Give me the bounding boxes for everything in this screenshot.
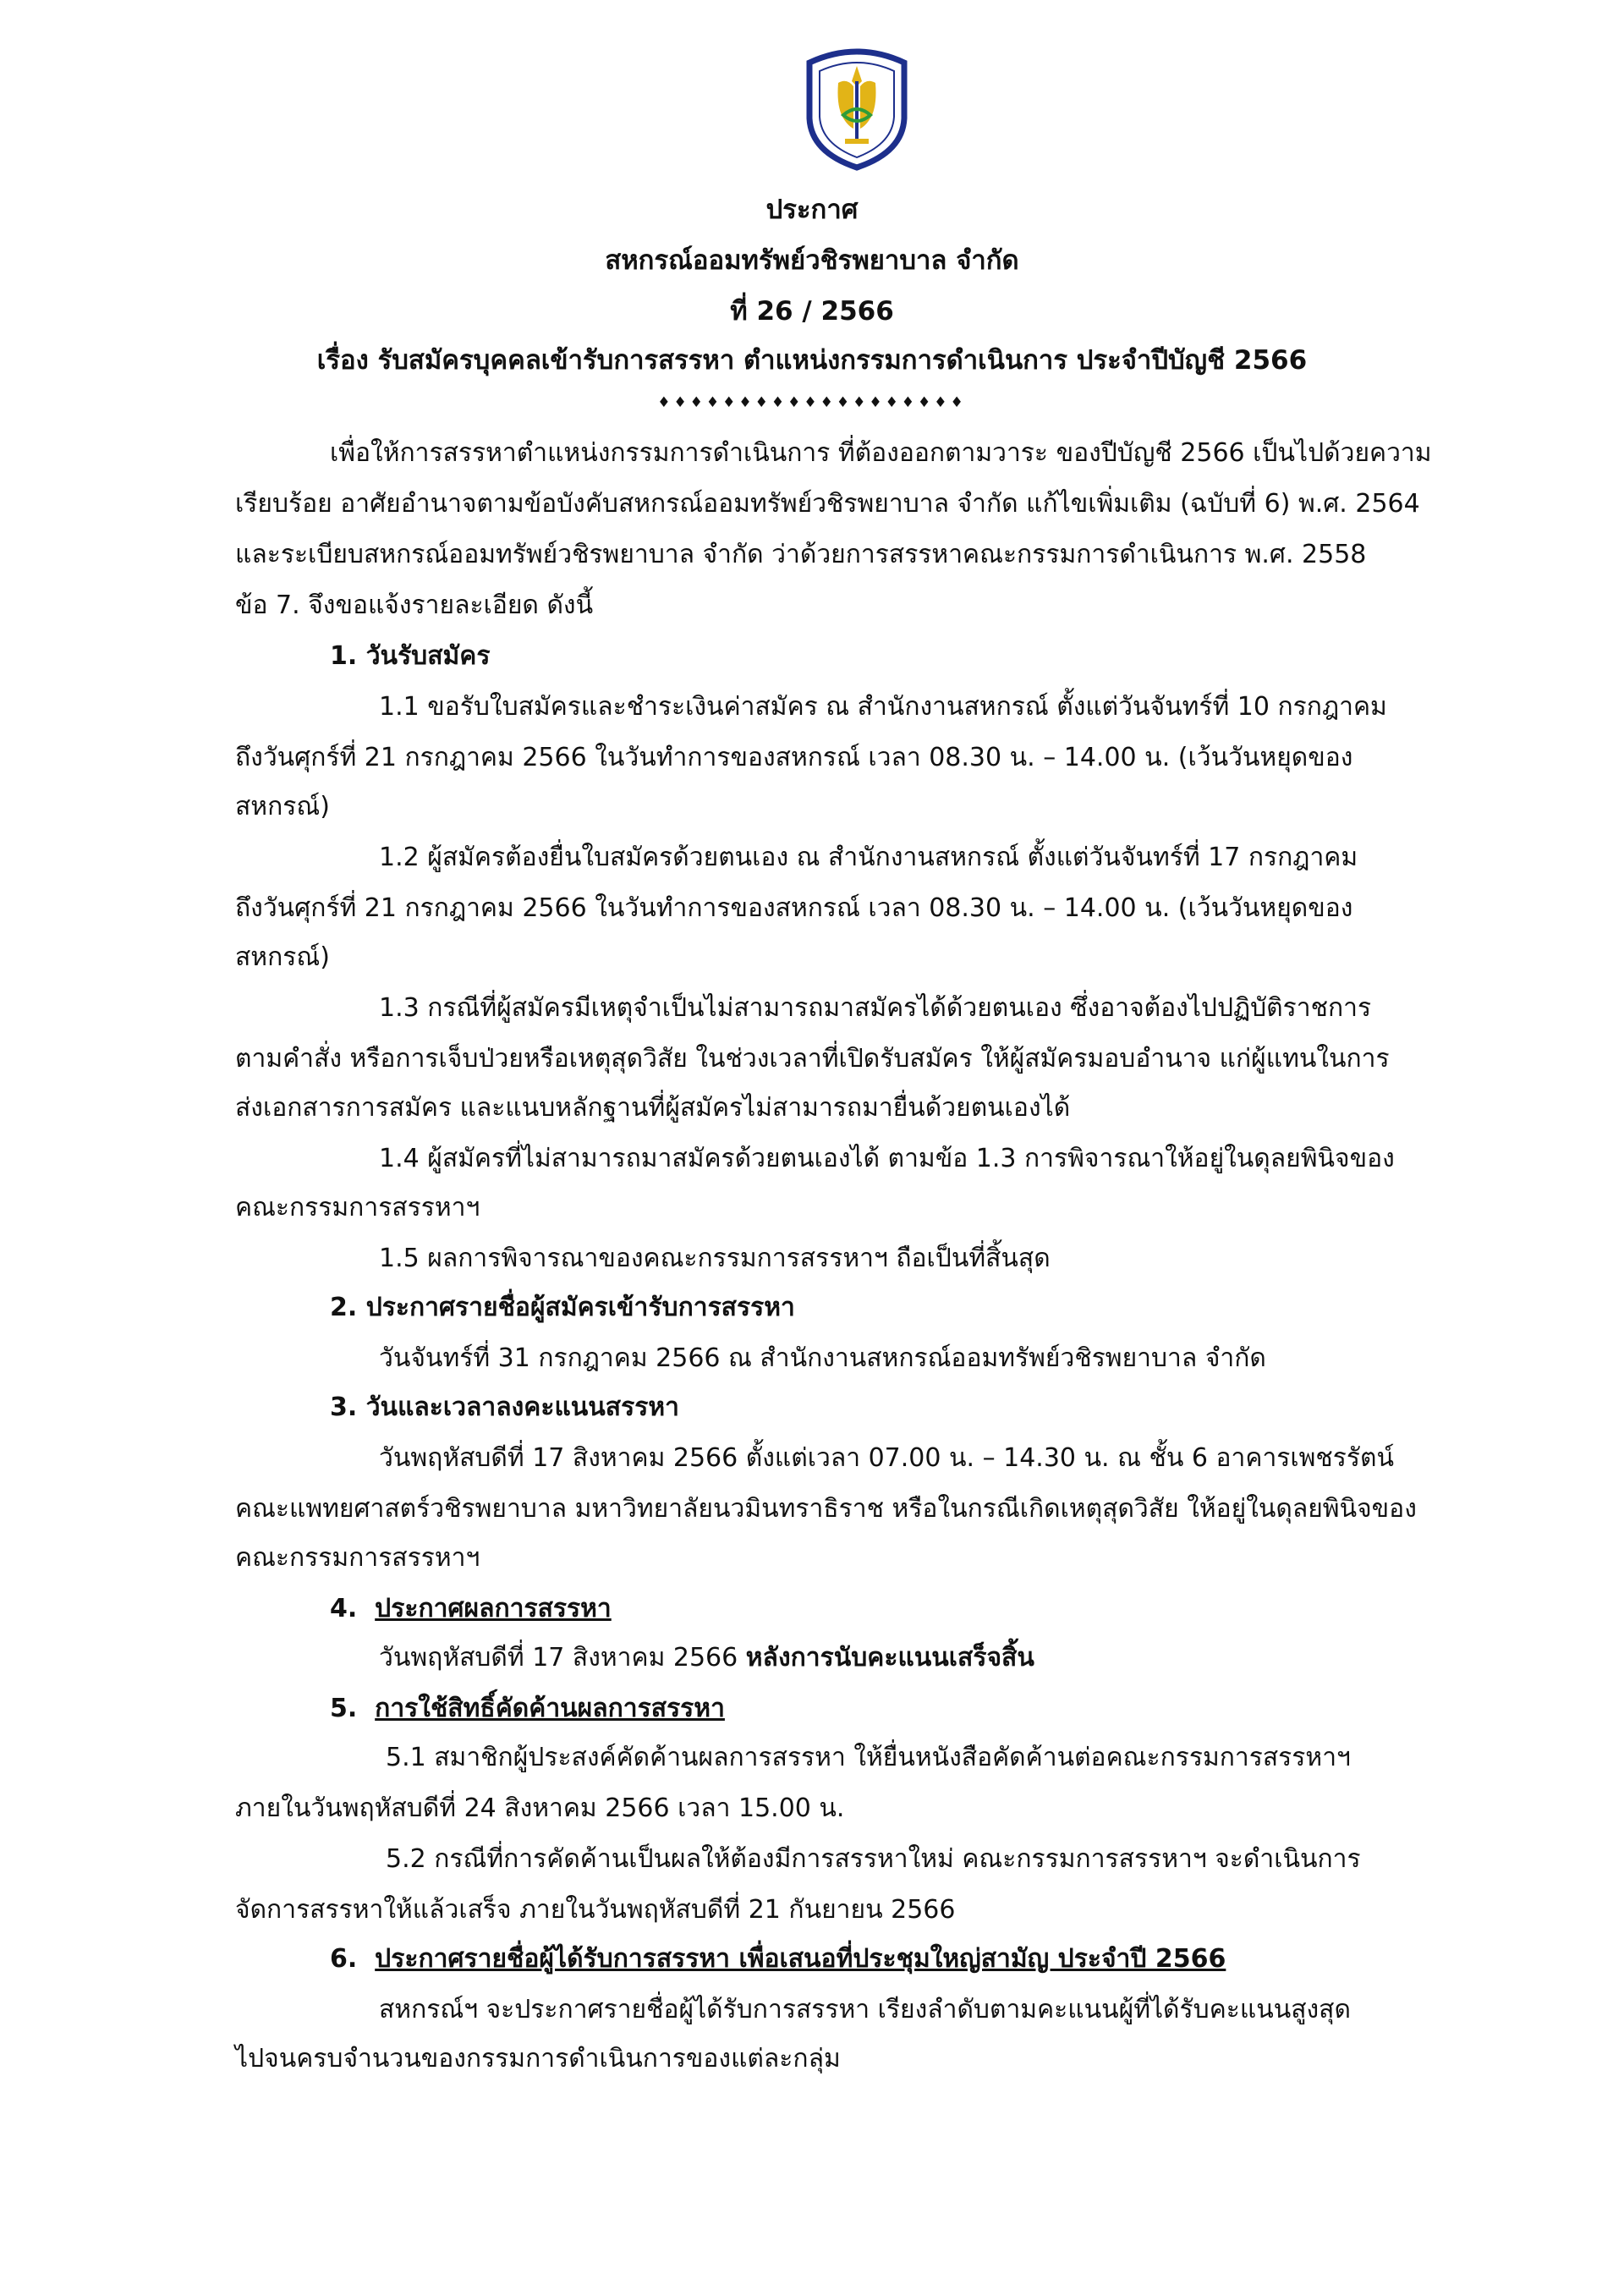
item-1-2: สหกรณ์) bbox=[235, 942, 330, 972]
section-2-text: วันจันทร์ที่ 31 กรกฎาคม 2566 ณ สำนักงานสหกรณ์ออมทรัพย์วชิรพยาบาล จำกัด bbox=[379, 1343, 1266, 1373]
intro-line: และระเบียบสหกรณ์ออมทรัพย์วชิรพยาบาล จำกัด ว่าด้วยการสรรหาคณะกรรมการดำเนินการ พ.ศ. 2558 bbox=[235, 540, 1367, 569]
diamond-divider: ♦♦♦♦♦♦♦♦♦♦♦♦♦♦♦♦♦♦♦ bbox=[657, 394, 967, 411]
intro-line: ข้อ 7. จึงขอแจ้งรายละเอียด ดังนี้ bbox=[235, 590, 594, 620]
section-2-heading: 2. ประกาศรายชื่อผู้สมัครเข้ารับการสรรหา bbox=[330, 1293, 795, 1322]
item-1-5: 1.5 ผลการพิจารณาของคณะกรรมการสรรหาฯ ถือเป็นที่สิ้นสุด bbox=[379, 1244, 1051, 1273]
section-3-text: คณะแพทยศาสตร์วชิรพยาบาล มหาวิทยาลัยนวมินทราธิราช หรือในกรณีเกิดเหตุสุดวิสัย ให้อยู่ในดุลยพินิจของ bbox=[235, 1494, 1417, 1524]
section-5-title: การใช้สิทธิ์คัดค้านผลการสรรหา bbox=[375, 1694, 725, 1723]
section-4-date: วันพฤหัสบดีที่ 17 สิงหาคม 2566 bbox=[379, 1643, 746, 1673]
cooperative-logo bbox=[801, 44, 913, 171]
item-1-3: 1.3 กรณีที่ผู้สมัครมีเหตุจำเป็นไม่สามารถมาสมัครได้ด้วยตนเอง ซึ่งอาจต้องไปปฏิบัติราชการ bbox=[379, 993, 1372, 1023]
section-4-heading bbox=[330, 1589, 612, 1629]
heading-cooperative-name: สหกรณ์ออมทรัพย์วชิรพยาบาล จำกัด bbox=[605, 245, 1019, 276]
item-1-1: 1.1 ขอรับใบสมัครและชำระเงินค่าสมัคร ณ สำนักงานสหกรณ์ ตั้งแต่วันจันทร์ที่ 10 กรกฎาคม bbox=[379, 692, 1387, 722]
item-1-2: ถึงวันศุกร์ที่ 21 กรกฎาคม 2566 ในวันทำการของสหกรณ์ เวลา 08.30 น. – 14.00 น. (เว้นวันหยุดของ bbox=[235, 893, 1353, 923]
item-1-1: สหกรณ์) bbox=[235, 792, 330, 821]
section-4-note: หลังการนับคะแนนเสร็จสิ้น bbox=[745, 1643, 1034, 1673]
section-5-heading bbox=[330, 1689, 725, 1728]
section-6-title: ประกาศรายชื่อผู้ได้รับการสรรหา เพื่อเสนอที่ประชุมใหญ่สามัญ ประจำปี 2566 bbox=[375, 1944, 1226, 1974]
section-3-heading: 3. วันและเวลาลงคะแนนสรรหา bbox=[330, 1392, 679, 1422]
section-3-text: คณะกรรมการสรรหาฯ bbox=[235, 1543, 480, 1573]
item-5-1: ภายในวันพฤหัสบดีที่ 24 สิงหาคม 2566 เวลา 15.00 น. bbox=[235, 1793, 845, 1823]
intro-line: เพื่อให้การสรรหาตำแหน่งกรรมการดำเนินการ ที่ต้องออกตามวาระ ของปีบัญชี 2566 เป็นไปด้วยความ bbox=[330, 438, 1432, 468]
section-6-text: สหกรณ์ฯ จะประกาศรายชื่อผู้ได้รับการสรรหา เรียงลำดับตามคะแนนผู้ที่ได้รับคะแนนสูงสุด bbox=[379, 1995, 1351, 2024]
item-1-3: ส่งเอกสารการสมัคร และแนบหลักฐานที่ผู้สมัครไม่สามารถมายื่นด้วยตนเองได้ bbox=[235, 1093, 1071, 1123]
heading-number: ที่ 26 / 2566 bbox=[730, 296, 894, 327]
item-5-2: จัดการสรรหาให้แล้วเสร็จ ภายในวันพฤหัสบดีที่ 21 กันยายน 2566 bbox=[235, 1895, 956, 1925]
section-3-text: วันพฤหัสบดีที่ 17 สิงหาคม 2566 ตั้งแต่เวลา 07.00 น. – 14.30 น. ณ ชั้น 6 อาคารเพชรรัตน์ bbox=[379, 1443, 1395, 1473]
item-1-4: คณะกรรมการสรรหาฯ bbox=[235, 1193, 480, 1222]
item-5-2: 5.2 กรณีที่การคัดค้านเป็นผลให้ต้องมีการสรรหาใหม่ คณะกรรมการสรรหาฯ จะดำเนินการ bbox=[386, 1844, 1361, 1874]
heading-announcement: ประกาศ bbox=[765, 195, 859, 225]
section-5-number: 5. bbox=[330, 1694, 358, 1723]
item-5-1: 5.1 สมาชิกผู้ประสงค์คัดค้านผลการสรรหา ให้ยื่นหนังสือคัดค้านต่อคณะกรรมการสรรหาฯ bbox=[386, 1743, 1351, 1772]
section-4-text bbox=[379, 1638, 1034, 1678]
heading-subject: เรื่อง รับสมัครบุคคลเข้ารับการสรรหา ตำแหน่งกรรมการดำเนินการ ประจำปีบัญชี 2566 bbox=[316, 345, 1308, 376]
intro-line: เรียบร้อย อาศัยอำนาจตามข้อบังคับสหกรณ์ออมทรัพย์วชิรพยาบาล จำกัด แก้ไขเพิ่มเติม (ฉบับที่ 6) พ.ศ. 2564 bbox=[235, 489, 1420, 519]
section-4-number: 4. bbox=[330, 1594, 358, 1623]
item-1-2: 1.2 ผู้สมัครต้องยื่นใบสมัครด้วยตนเอง ณ สำนักงานสหกรณ์ ตั้งแต่วันจันทร์ที่ 17 กรกฎาคม bbox=[379, 843, 1358, 872]
section-6-heading bbox=[330, 1939, 1226, 1979]
section-4-title: ประกาศผลการสรรหา bbox=[375, 1594, 612, 1623]
section-1-heading: 1. วันรับสมัคร bbox=[330, 641, 491, 671]
section-6-text: ไปจนครบจำนวนของกรรมการดำเนินการของแต่ละกลุ่ม bbox=[235, 2044, 841, 2074]
item-1-4: 1.4 ผู้สมัครที่ไม่สามารถมาสมัครด้วยตนเองได้ ตามข้อ 1.3 การพิจารณาให้อยู่ในดุลยพินิจของ bbox=[379, 1144, 1395, 1173]
item-1-1: ถึงวันศุกร์ที่ 21 กรกฎาคม 2566 ในวันทำการของสหกรณ์ เวลา 08.30 น. – 14.00 น. (เว้นวันหยุดของ bbox=[235, 743, 1353, 772]
item-1-3: ตามคำสั่ง หรือการเจ็บป่วยหรือเหตุสุดวิสัย ในช่วงเวลาที่เปิดรับสมัคร ให้ผู้สมัครมอบอำนาจ แก่ผู้แทนในการ bbox=[235, 1044, 1390, 1074]
section-6-number: 6. bbox=[330, 1944, 358, 1974]
